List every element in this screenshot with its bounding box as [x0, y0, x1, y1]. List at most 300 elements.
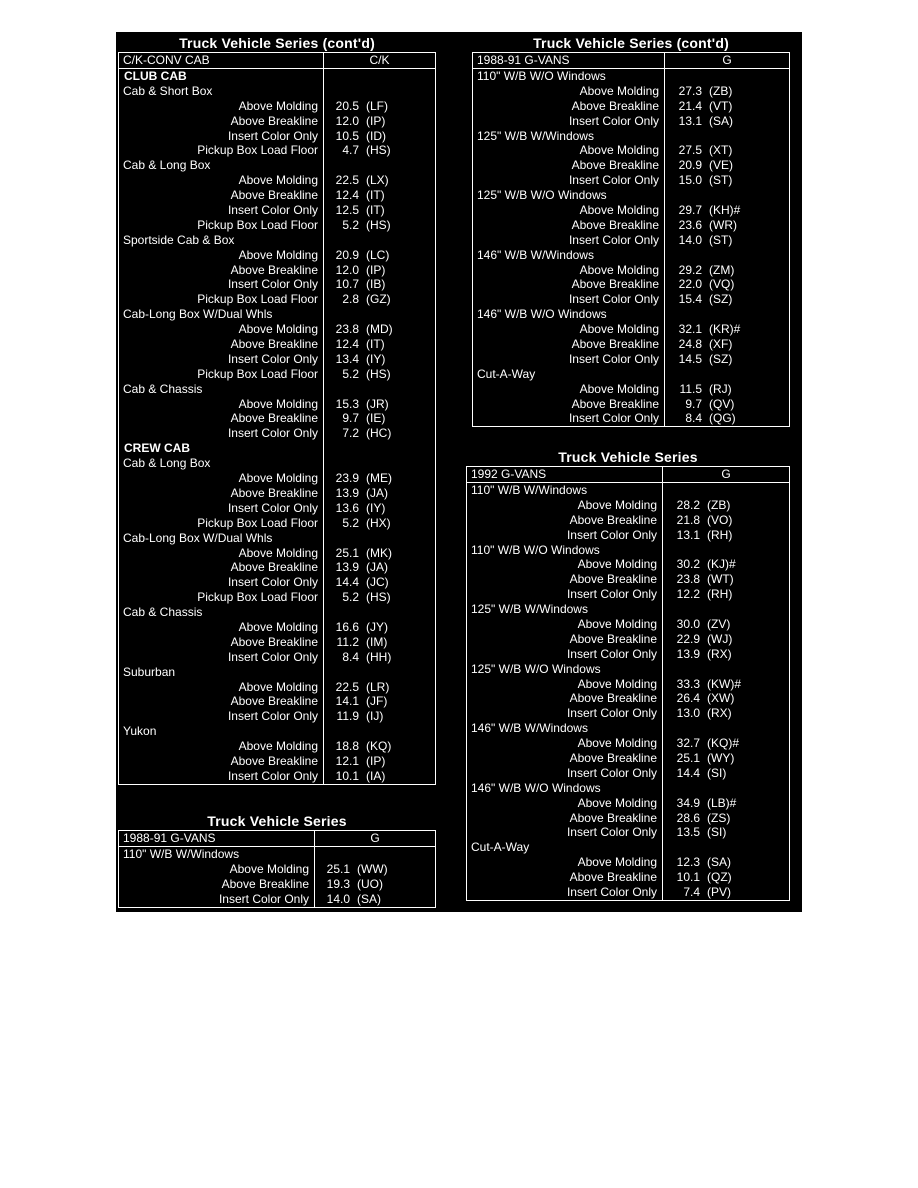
paint-code: (RX): [707, 706, 732, 721]
subgroup-label: 110" W/B W/Windows: [471, 483, 588, 497]
area-label: Above Molding: [579, 143, 659, 158]
area-label: Above Molding: [577, 676, 657, 691]
paint-code: (HS): [366, 143, 391, 158]
value-row: [665, 367, 789, 382]
measure-value: 11.2: [336, 634, 359, 649]
value-row: [324, 709, 435, 724]
value-row: [663, 662, 789, 677]
table-header: [119, 53, 435, 69]
subgroup-label: Cab & Chassis: [123, 381, 203, 396]
table-row: [119, 143, 323, 158]
paint-code: (IY): [366, 500, 386, 515]
value-row: [663, 885, 789, 900]
paint-code: (ZV): [707, 617, 731, 632]
measure-value: 21.4: [678, 98, 702, 113]
measure-value: 22.0: [678, 277, 702, 292]
area-label: Above Breakline: [569, 751, 657, 766]
measure-value: 33.3: [676, 676, 700, 691]
measure-value: 27.5: [678, 143, 702, 158]
group-heading-row: [119, 69, 323, 84]
measure-value: 2.8: [342, 292, 359, 307]
measure-value: 22.9: [676, 631, 700, 646]
value-row: [324, 650, 435, 665]
subgroup-label: Cab & Short Box: [123, 83, 213, 98]
value-row: [665, 352, 789, 367]
subgroup-row: [119, 307, 323, 322]
subgroup-row: [473, 367, 664, 382]
table-row: [119, 680, 323, 695]
paint-code: (MD): [366, 322, 393, 337]
group-label: CREW CAB: [124, 441, 190, 456]
value-row: [663, 840, 789, 855]
paint-code: (IY): [366, 351, 386, 366]
table-body: [473, 69, 789, 426]
paint-code: (XF): [709, 337, 733, 352]
table-row: [473, 173, 664, 188]
measure-value: 5.2: [342, 515, 359, 530]
paint-code: (HS): [366, 366, 391, 381]
area-label: Above Breakline: [571, 158, 659, 173]
value-row: [663, 855, 789, 870]
area-label: Above Molding: [238, 322, 318, 337]
table-row: [119, 352, 323, 367]
table-row: [467, 528, 662, 543]
area-label: Above Breakline: [230, 411, 318, 426]
paint-code: (QZ): [707, 870, 732, 885]
table-row: [473, 143, 664, 158]
area-label: Insert Color Only: [227, 351, 318, 366]
paint-code: (QV): [709, 396, 735, 411]
subgroup-label: Suburban: [123, 664, 176, 679]
subgroup-label: 110" W/B W/O Windows: [471, 542, 600, 557]
measure-value: 30.2: [676, 557, 700, 572]
subgroup-row: [473, 188, 664, 203]
area-label: Insert Color Only: [566, 587, 657, 602]
area-label: Insert Color Only: [568, 411, 659, 426]
paint-code: (WY): [707, 751, 735, 766]
section-title: Truck Vehicle Series: [558, 449, 698, 465]
table-row: [119, 650, 323, 665]
paint-code: (JR): [366, 396, 389, 411]
table-row: [119, 486, 323, 501]
value-row: [324, 397, 435, 412]
subgroup-label: Yukon: [123, 724, 157, 739]
table-row: [467, 632, 662, 647]
paint-code: (HC): [366, 426, 392, 441]
value-column: [324, 69, 435, 784]
value-row: [324, 531, 435, 546]
value-row: [324, 218, 435, 233]
area-label: Above Molding: [238, 247, 318, 262]
area-label: Pickup Box Load Floor: [197, 590, 318, 605]
value-row: [324, 426, 435, 441]
value-row: [665, 292, 789, 307]
value-row: [324, 84, 435, 99]
table-row: [467, 677, 662, 692]
subgroup-label: 125" W/B W/O Windows: [471, 661, 601, 676]
measure-value: 11.9: [336, 709, 359, 724]
measure-value: 15.0: [678, 173, 702, 188]
value-row: [324, 233, 435, 248]
table-row: [119, 173, 323, 188]
value-row: [324, 129, 435, 144]
value-row: [324, 277, 435, 292]
value-row: [324, 352, 435, 367]
area-label: Insert Color Only: [218, 891, 309, 906]
value-row: [324, 516, 435, 531]
value-row: [663, 572, 789, 587]
table-row: [467, 513, 662, 528]
value-row: [665, 158, 789, 173]
measure-value: 13.6: [335, 500, 359, 515]
subgroup-label: 125" W/B W/O Windows: [477, 188, 607, 203]
subgroup-row: [473, 248, 664, 263]
right-bottom-section: [466, 448, 790, 901]
label-column: [119, 847, 315, 907]
area-label: Above Breakline: [230, 560, 318, 575]
area-label: Insert Color Only: [568, 232, 659, 247]
area-label: Pickup Box Load Floor: [197, 515, 318, 530]
table-row: [467, 557, 662, 572]
measure-value: 12.2: [676, 587, 700, 602]
paint-code: (VT): [709, 98, 733, 113]
value-row: [315, 847, 435, 862]
series-table: [118, 830, 436, 908]
right-top-section: [472, 34, 790, 427]
measure-value: 5.2: [342, 590, 359, 605]
paint-code: (VQ): [709, 277, 735, 292]
area-label: Above Breakline: [230, 262, 318, 277]
measure-value: 28.2: [676, 497, 700, 512]
value-row: [324, 560, 435, 575]
subgroup-label: Cut-A-Way: [471, 840, 530, 855]
area-label: Above Breakline: [569, 572, 657, 587]
table-row: [467, 825, 662, 840]
value-row: [663, 647, 789, 662]
subgroup-row: [473, 307, 664, 322]
value-row: [665, 173, 789, 188]
value-row: [324, 411, 435, 426]
area-label: Insert Color Only: [568, 351, 659, 366]
table-row: [119, 337, 323, 352]
value-row: [324, 680, 435, 695]
area-label: Above Molding: [577, 557, 657, 572]
table-row: [473, 337, 664, 352]
paint-code: (IM): [366, 634, 388, 649]
value-row: [324, 739, 435, 754]
paint-code: (GZ): [366, 292, 391, 307]
header-model: 1988-91 G-VANS: [473, 53, 665, 68]
value-row: [663, 632, 789, 647]
table-row: [119, 292, 323, 307]
paint-code: (SI): [707, 765, 727, 780]
table-row: [467, 617, 662, 632]
measure-value: 13.9: [676, 646, 700, 661]
value-row: [665, 307, 789, 322]
value-row: [324, 546, 435, 561]
area-label: Above Molding: [579, 381, 659, 396]
measure-value: 25.1: [335, 545, 359, 560]
table-row: [119, 575, 323, 590]
measure-value: 20.9: [678, 158, 702, 173]
measure-value: 9.7: [685, 396, 702, 411]
paint-code: (XT): [709, 143, 733, 158]
section-title: Truck Vehicle Series (cont'd): [179, 35, 375, 51]
table-header: [119, 831, 435, 847]
subgroup-row: [119, 724, 323, 739]
area-label: Insert Color Only: [227, 277, 318, 292]
paint-code: (ST): [709, 232, 733, 247]
measure-value: 9.7: [342, 411, 359, 426]
value-row: [665, 69, 789, 84]
paint-code: (UO): [357, 876, 383, 891]
measure-value: 12.0: [335, 262, 359, 277]
value-row: [324, 337, 435, 352]
table-row: [119, 516, 323, 531]
subgroup-row: [473, 69, 664, 84]
measure-value: 7.4: [683, 885, 700, 900]
table-row: [467, 587, 662, 602]
subgroup-row: [467, 662, 662, 677]
measure-value: 23.9: [335, 471, 359, 486]
paint-code: (KH)#: [709, 203, 741, 218]
subgroup-row: [467, 483, 662, 498]
measure-value: 30.0: [676, 617, 700, 632]
table-row: [467, 811, 662, 826]
value-row: [324, 307, 435, 322]
value-row: [324, 605, 435, 620]
area-label: Above Breakline: [571, 98, 659, 113]
value-row: [665, 277, 789, 292]
area-label: Insert Color Only: [566, 527, 657, 542]
table-row: [119, 635, 323, 650]
paint-code: (KJ)#: [707, 557, 736, 572]
area-label: Above Breakline: [221, 876, 309, 891]
value-row: [324, 263, 435, 278]
measure-value: 13.9: [335, 485, 359, 500]
table-body: [119, 847, 435, 907]
table-row: [119, 426, 323, 441]
measure-value: 10.1: [335, 768, 359, 783]
paint-code: (JA): [366, 560, 388, 575]
value-row: [324, 754, 435, 769]
area-label: Pickup Box Load Floor: [197, 143, 318, 158]
measure-value: 14.4: [335, 575, 359, 590]
measure-value: 14.5: [678, 351, 702, 366]
paint-code: (JA): [366, 485, 388, 500]
section-title: Truck Vehicle Series (cont'd): [533, 35, 729, 51]
value-row: [324, 590, 435, 605]
measure-value: 22.5: [335, 173, 359, 188]
paint-code: (JC): [366, 575, 389, 590]
value-row: [324, 158, 435, 173]
value-row: [663, 796, 789, 811]
table-row: [473, 263, 664, 278]
measure-value: 4.7: [342, 143, 359, 158]
subgroup-label: Cab-Long Box W/Dual Whls: [123, 307, 273, 322]
value-row: [324, 501, 435, 516]
paint-code: (IA): [366, 768, 386, 783]
paint-code: (KQ)#: [707, 736, 740, 751]
value-row: [663, 513, 789, 528]
paint-code: (RH): [707, 587, 733, 602]
section-title: Truck Vehicle Series: [207, 813, 347, 829]
table-row: [119, 397, 323, 412]
paint-code: (WJ): [707, 631, 733, 646]
value-row: [324, 367, 435, 382]
value-row: [324, 188, 435, 203]
value-row: [324, 575, 435, 590]
area-label: Insert Color Only: [227, 709, 318, 724]
paint-code: (VO): [707, 512, 733, 527]
area-label: Above Molding: [577, 617, 657, 632]
area-label: Insert Color Only: [568, 113, 659, 128]
measure-value: 8.4: [685, 411, 702, 426]
value-row: [324, 441, 435, 456]
table-row: [467, 736, 662, 751]
subgroup-row: [119, 665, 323, 680]
paint-code: (WT): [707, 572, 734, 587]
measure-value: 13.5: [676, 825, 700, 840]
table-row: [473, 411, 664, 426]
area-label: Above Breakline: [230, 113, 318, 128]
value-row: [665, 129, 789, 144]
series-table: [118, 52, 436, 785]
subgroup-row: [467, 840, 662, 855]
paint-code: (LB)#: [707, 795, 737, 810]
area-label: Above Molding: [238, 619, 318, 634]
table-body: [119, 69, 435, 784]
area-label: Above Molding: [579, 322, 659, 337]
measure-value: 14.4: [676, 765, 700, 780]
paint-code: (IE): [366, 411, 386, 426]
table-row: [119, 114, 323, 129]
subgroup-label: 146" W/B W/O Windows: [477, 307, 607, 322]
document-sheet: [116, 32, 802, 912]
area-label: Above Molding: [229, 861, 309, 876]
paint-code: (IP): [366, 753, 386, 768]
area-label: Insert Color Only: [227, 500, 318, 515]
table-row: [467, 572, 662, 587]
value-row: [665, 84, 789, 99]
measure-value: 32.7: [676, 736, 700, 751]
table-row: [473, 277, 664, 292]
paint-code: (LF): [366, 98, 388, 113]
area-label: Above Breakline: [569, 512, 657, 527]
paint-code: (SA): [357, 891, 381, 906]
measure-value: 5.2: [342, 366, 359, 381]
paint-code: (LR): [366, 679, 390, 694]
table-row: [119, 322, 323, 337]
measure-value: 12.4: [335, 337, 359, 352]
value-row: [324, 322, 435, 337]
group-label: CLUB CAB: [124, 69, 187, 83]
area-label: Insert Color Only: [568, 292, 659, 307]
subgroup-label: Cab & Chassis: [123, 605, 203, 620]
value-row: [665, 188, 789, 203]
subgroup-row: [119, 456, 323, 471]
table-row: [119, 754, 323, 769]
value-row: [324, 665, 435, 680]
table-row: [467, 691, 662, 706]
paint-code: (HS): [366, 217, 391, 232]
table-row: [119, 248, 323, 263]
paint-code: (SA): [707, 855, 731, 870]
value-row: [324, 456, 435, 471]
table-row: [119, 129, 323, 144]
area-label: Above Molding: [579, 203, 659, 218]
value-row: [665, 114, 789, 129]
value-row: [324, 292, 435, 307]
paint-code: (IJ): [366, 709, 384, 724]
paint-code: (ID): [366, 128, 386, 143]
value-row: [324, 471, 435, 486]
subgroup-label: 125" W/B W/Windows: [471, 602, 588, 617]
value-row: [663, 736, 789, 751]
paint-code: (KW)#: [707, 676, 741, 691]
area-label: Above Breakline: [230, 634, 318, 649]
measure-value: 18.8: [335, 739, 359, 754]
header-model: C/K-CONV CAB: [119, 53, 324, 68]
value-row: [324, 635, 435, 650]
table-row: [119, 739, 323, 754]
paint-code: (ZB): [709, 83, 733, 98]
value-row: [665, 248, 789, 263]
subgroup-label: Cut-A-Way: [477, 366, 536, 381]
table-row: [119, 694, 323, 709]
header-series: G: [721, 467, 731, 481]
measure-value: 27.3: [678, 83, 702, 98]
area-label: Insert Color Only: [227, 768, 318, 783]
paint-code: (HX): [366, 515, 391, 530]
header-model: 1992 G-VANS: [467, 467, 663, 482]
table-row: [467, 647, 662, 662]
measure-value: 16.6: [335, 619, 359, 634]
area-label: Above Breakline: [230, 337, 318, 352]
value-row: [663, 811, 789, 826]
value-row: [663, 706, 789, 721]
subgroup-row: [119, 531, 323, 546]
area-label: Above Breakline: [569, 810, 657, 825]
measure-value: 10.5: [335, 128, 359, 143]
paint-code: (KR)#: [709, 322, 741, 337]
subgroup-label: Sportside Cab & Box: [123, 232, 235, 247]
label-column: [119, 69, 324, 784]
measure-value: 20.5: [335, 98, 359, 113]
table-row: [119, 590, 323, 605]
area-label: Pickup Box Load Floor: [197, 292, 318, 307]
area-label: Insert Color Only: [566, 825, 657, 840]
value-column: [663, 483, 789, 900]
paint-code: (LX): [366, 173, 389, 188]
table-row: [467, 885, 662, 900]
table-row: [473, 114, 664, 129]
area-label: Pickup Box Load Floor: [197, 366, 318, 381]
value-row: [324, 99, 435, 114]
subgroup-row: [467, 543, 662, 558]
value-row: [324, 114, 435, 129]
value-row: [665, 203, 789, 218]
subgroup-row: [467, 781, 662, 796]
area-label: Above Breakline: [569, 631, 657, 646]
measure-value: 20.9: [335, 247, 359, 262]
measure-value: 26.4: [676, 691, 700, 706]
measure-value: 28.6: [676, 810, 700, 825]
value-row: [663, 602, 789, 617]
paint-code: (MK): [366, 545, 392, 560]
left-top-section: [118, 34, 436, 785]
subgroup-row: [119, 605, 323, 620]
